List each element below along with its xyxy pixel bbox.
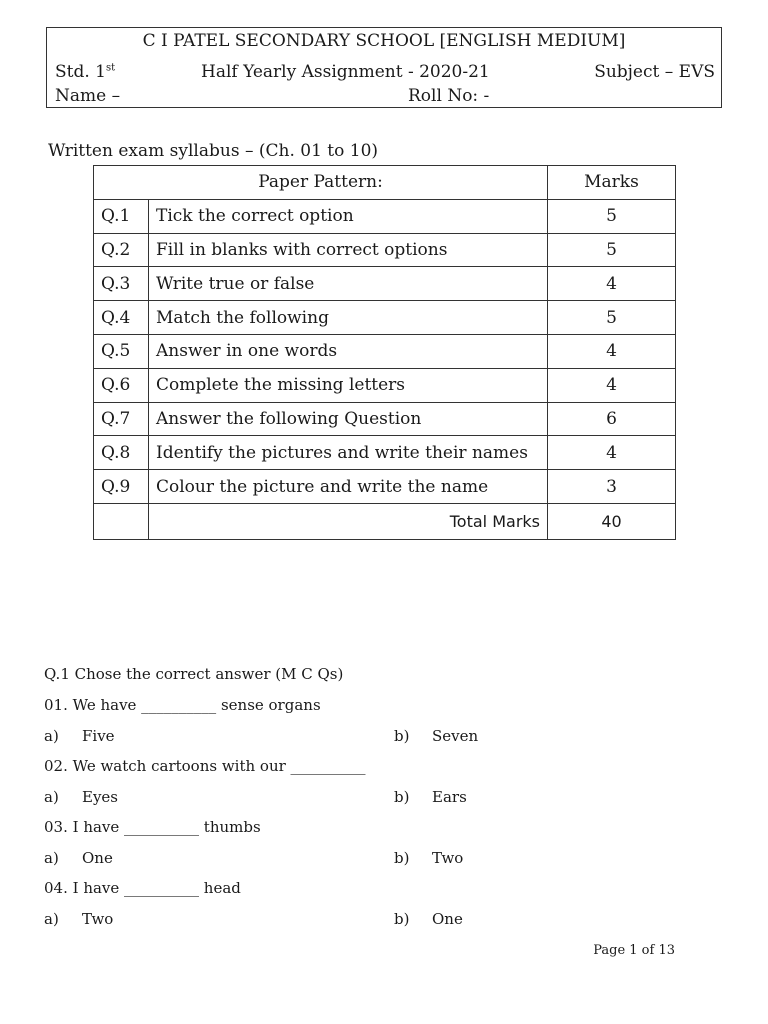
question-type-cell: Write true or false: [149, 267, 548, 301]
question-number-cell: Q.5: [94, 334, 149, 368]
total-marks-value: 40: [548, 503, 676, 539]
total-marks-label: Total Marks: [149, 503, 548, 539]
question-type-cell: Match the following: [149, 301, 548, 335]
marks-cell: 4: [548, 436, 676, 470]
question-section-title: Q.1 Chose the correct answer (M C Qs): [44, 665, 344, 683]
table-row: [94, 334, 676, 368]
subject-label: Subject – EVS: [594, 62, 715, 82]
table-row: [94, 267, 676, 301]
question-number-cell: Q.1: [94, 199, 149, 233]
table-row: [94, 402, 676, 436]
option-label: a): [44, 727, 59, 745]
option-text: One: [432, 910, 463, 928]
marks-cell: 6: [548, 402, 676, 436]
question-type-cell: Colour the picture and write the name: [149, 470, 548, 504]
table-row: [94, 233, 676, 267]
option-b: [394, 910, 463, 928]
roll-number-label: Roll No: -: [408, 86, 490, 106]
option-text: Ears: [432, 788, 467, 806]
option-label: b): [394, 727, 410, 745]
syllabus-heading: Written exam syllabus – (Ch. 01 to 10): [48, 141, 379, 161]
marks-cell: 5: [548, 233, 676, 267]
option-a: [44, 849, 113, 867]
option-text: Seven: [432, 727, 479, 745]
option-b: [394, 727, 478, 745]
option-b: [394, 849, 463, 867]
option-text: One: [82, 849, 113, 867]
question-type-cell: Complete the missing letters: [149, 368, 548, 402]
question-type-cell: Answer in one words: [149, 334, 548, 368]
page-number: Page 1 of 13: [593, 943, 675, 958]
name-label: Name –: [55, 86, 121, 106]
empty-cell: [94, 503, 149, 539]
question-number-cell: Q.2: [94, 233, 149, 267]
option-text: Five: [82, 727, 115, 745]
total-row: [94, 503, 676, 539]
question-number-cell: Q.9: [94, 470, 149, 504]
standard-text: Std. 1: [55, 62, 106, 82]
table-row: [94, 436, 676, 470]
option-label: a): [44, 788, 59, 806]
table-row: [94, 199, 676, 233]
standard-label: [55, 62, 115, 82]
marks-cell: 4: [548, 334, 676, 368]
question-text: 01. We have __________ sense organs: [44, 696, 321, 714]
option-label: b): [394, 910, 410, 928]
option-a: [44, 788, 118, 806]
question-text: 02. We watch cartoons with our __________: [44, 757, 366, 775]
marks-cell: 3: [548, 470, 676, 504]
option-label: a): [44, 849, 59, 867]
table-header-row: [94, 166, 676, 200]
question-number-cell: Q.7: [94, 402, 149, 436]
question-number-cell: Q.4: [94, 301, 149, 335]
pattern-column-header: Paper Pattern:: [94, 166, 548, 200]
school-name: C I PATEL SECONDARY SCHOOL [ENGLISH MEDIUM]: [142, 31, 626, 51]
marks-cell: 5: [548, 199, 676, 233]
standard-superscript: st: [105, 62, 116, 74]
marks-cell: 4: [548, 368, 676, 402]
question-number-cell: Q.3: [94, 267, 149, 301]
marks-column-header: Marks: [548, 166, 676, 200]
marks-cell: 5: [548, 301, 676, 335]
option-label: b): [394, 788, 410, 806]
option-a: [44, 727, 115, 745]
option-label: b): [394, 849, 410, 867]
option-b: [394, 788, 467, 806]
question-number-cell: Q.8: [94, 436, 149, 470]
question-type-cell: Identify the pictures and write their names: [149, 436, 548, 470]
option-text: Eyes: [82, 788, 118, 806]
question-type-cell: Tick the correct option: [149, 199, 548, 233]
option-label: a): [44, 910, 59, 928]
question-type-cell: Fill in blanks with correct options: [149, 233, 548, 267]
question-text: 03. I have __________ thumbs: [44, 818, 261, 836]
option-text: Two: [82, 910, 114, 928]
option-a: [44, 910, 113, 928]
header-box: [46, 27, 722, 108]
table-row: [94, 368, 676, 402]
question-type-cell: Answer the following Question: [149, 402, 548, 436]
table-row: [94, 301, 676, 335]
option-text: Two: [432, 849, 464, 867]
table-row: [94, 470, 676, 504]
question-number-cell: Q.6: [94, 368, 149, 402]
assignment-title: Half Yearly Assignment - 2020-21: [201, 62, 490, 82]
paper-pattern-table: [93, 165, 676, 540]
question-text: 04. I have __________ head: [44, 879, 241, 897]
marks-cell: 4: [548, 267, 676, 301]
